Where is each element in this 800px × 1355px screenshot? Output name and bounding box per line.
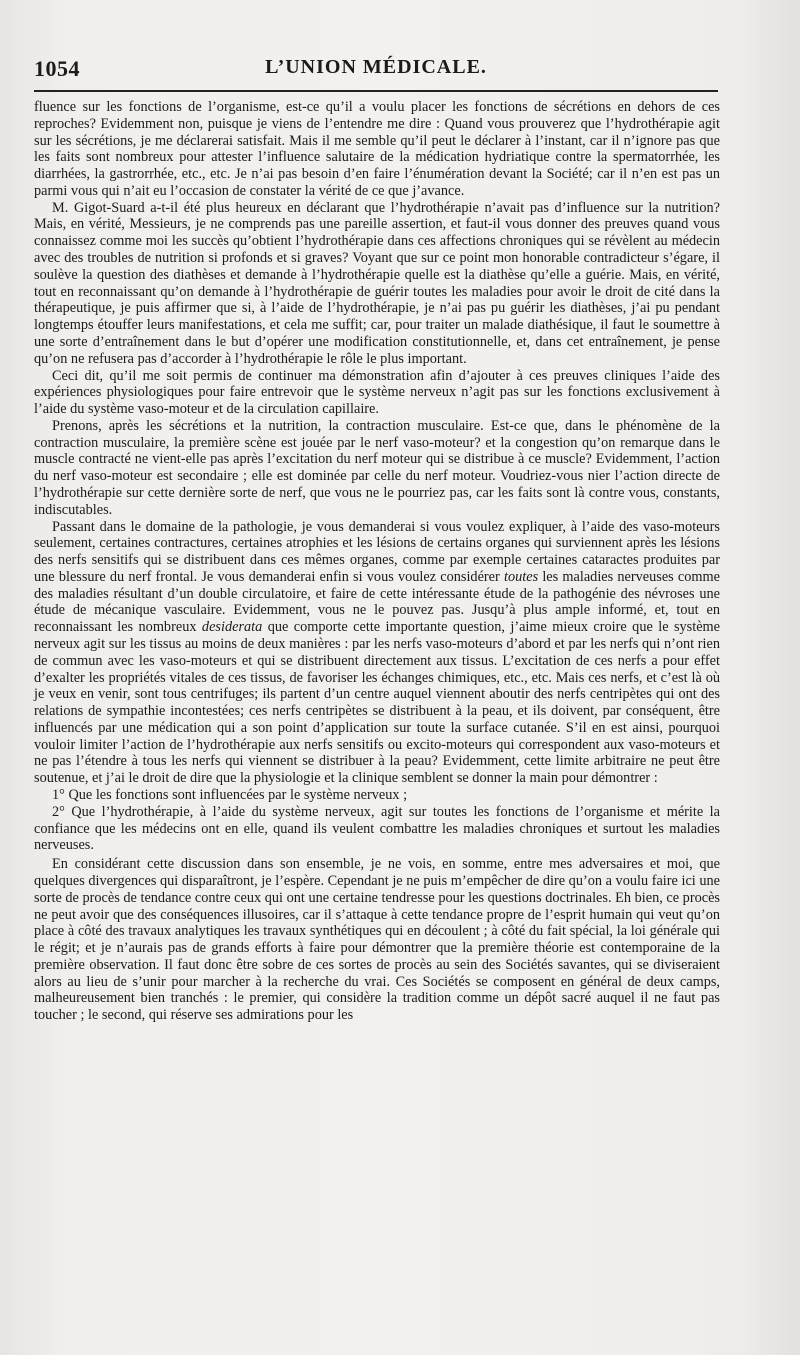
page-number: 1054 — [34, 56, 80, 81]
paragraph-muscle-contraction: Prenons, après les sécrétions et la nutrition, la contraction musculaire. Est-ce que, dans le phénomène de la contraction musculaire, la première scène est jouée par le nerf vaso-moteur? et la congestion qu’on remarque dans le muscle contracté ne vient-elle pas après l’excitation du nerf moteur qui se distribue à ce muscle? Evidemment, l’action du nerf vaso-moteur est secondaire ; elle est dominée par celle du nerf moteur. Voudriez-vous nier l’action directe de l’hydrothérapie sur cette dernière sorte de nerf, que vous ne le pourriez pas, car les faits sont là contre vous, constants, indiscutables. — [34, 417, 720, 518]
paragraph-continuation: fluence sur les fonctions de l’organisme, est-ce qu’il a voulu placer les fonctions de sécrétions en dehors de ces reproches? Evidemment non, puisque je viens de l’entendre me dire : Quand vous prouverez que l’hydrothérapie agit sur les sécrétions, je me déclarerai satisfait. Mais il me semble qu’il peut le déclarer à l’instant, car il n’ignore pas que les faits sont nombreux pour attester l’influence salutaire de la médication hydriatique contre la spermatorrhée, les diarrhées, la gastrorrhée, etc., etc. Je n’ai pas besoin d’en faire l’énumération devant la Société; car il n’en est pas un parmi vous qui n’ait eu l’occasion de constater la vérité de ce que j’avance. — [34, 99, 720, 199]
page-header — [34, 56, 718, 86]
article-body — [34, 99, 720, 1024]
paragraph-pathology-part-c: que comporte cette importante question, j’aime mieux croire que le système nerveux agit sur les tissus au moins de deux manières : par les nerfs vaso-moteurs d’abord et par les nerfs qui n’ont rien de commun avec les vaso-moteurs et qui se distribuent directement aux tissus. L’excitation de ces nerfs a pour effet d’exalter les propriétés vitales de ces tissus, de favoriser les échanges chimiques, etc., etc. Mais ces nerfs, et c’est là où je veux en venir, sont tous centrifuges; ils partent d’un centre auquel viennent aboutir des nerfs centripètes qui ont des relations de sympathie incontestées; ces nerfs centripètes se distribuent à la peau, et ils doivent, par conséquent, être influencés par une médication qui a son point d’application sur toute la surface cutanée. S’il en est ainsi, pourquoi vouloir limiter l’action de l’hydrothérapie aux nerfs sensitifs ou excito-moteurs qui correspondent aux vaso-moteurs et ne pas l’étendre à tous les nerfs qui viennent se distribuer à la peau? Evidemment, cette limite arbitraire ne peut être soutenue, et j’ai le droit de dire que la physiologie et la clinique semblent se donner la main pour démontrer : — [34, 619, 721, 787]
conclusion-point-1: 1° Que les fonctions sont influencées par le système nerveux ; — [52, 787, 408, 804]
bleed-through-header — [30, 22, 750, 48]
paragraph-physiology: Ceci dit, qu’il me soit permis de continuer ma démonstration afin d’ajouter à ces preuves cliniques l’aide des expériences physiologiques pour faire entrevoir que le système nerveux n’agit pas sur les fonctions exclusivement à l’aide du système vaso-moteur et de la circulation capillaire. — [34, 367, 720, 418]
emphasis-toutes: toutes — [503, 568, 539, 585]
conclusion-point-2: 2° Que l’hydrothérapie, à l’aide du système nerveux, agit sur toutes les fonctions de l’organisme et mérite la confiance que les médecins ont en elle, quand ils veulent combattre les maladies chroniques et surtout les maladies nerveuses. — [34, 803, 720, 854]
running-title: L’UNION MÉDICALE. — [265, 56, 487, 78]
paragraph-nutrition: M. Gigot-Suard a-t-il été plus heureux en déclarant que l’hydrothérapie n’avait pas d’influence sur la nutrition? Mais, en vérité, Messieurs, je ne comprends pas une pareille assertion, et faut-il vous donner des preuves quand vous connaissez comme moi les succès qu’obtient l’hydrothérapie dans ces affections chroniques qui se révèlent au médecin avec des troubles de nutrition si profonds et si graves? Voyant que sur ce point mon honorable contradicteur s’égare, il soulève la question des diathèses et demande à l’hydrothérapie quelle est la diathèse qu’elle a guérie. Mais, en vérité, tout en reconnaissant qu’on demande à l’hydrothérapie de guérir toutes les maladies pour avoir le droit de cité dans la thérapeutique, je puis affirmer que si, à l’aide de l’hydrothérapie, je n’ai pas pu guérir les diathèses, j’ai pu pendant longtemps étouffer leurs manifestations, et cela me suffit; car, pour traiter un malade diathésique, il faut le soumettre à une sorte d’entraînement dans le but d’opérer une modification constitutionnelle, et, dans cet entraînement, je pense qu’on ne refusera pas d’accorder à l’hydrothérapie le rôle le plus important. — [34, 199, 720, 367]
paragraph-pathology — [34, 519, 720, 788]
paragraph-pathology-part-a: Passant dans le domaine de la pathologie, je vous demanderai si vous voulez expliquer, à l’aide des vaso-moteurs seulement, certaines contractures, certaines atrophies et les lésions de certains organes qui surviennent après les lésions des nerfs sensitifs qui se distribuent dans ces mêmes organes, comme par exemple certaines cataractes produites par une blessure du nerf frontal. Je vous demanderai enfin si vous voulez considérer — [34, 518, 720, 585]
paragraph-discussion: En considérant cette discussion dans son ensemble, je ne vois, en somme, entre mes adversaires et moi, que quelques divergences qui disparaîtront, je l’espère. Cependant je ne puis m’empêcher de dire qu’on a voulu faire ici une sorte de procès de tendance contre ceux qui ont une certaine tendresse pour les questions doctrinales. Eh bien, ce procès ne peut avoir que des conséquences illusoires, car il s’attaque à cette tendance propre de l’esprit humain qui veut qu’on place à côté des travaux analytiques les travaux synthétiques qui en découlent ; à côté du fait spécial, la loi générale qui le régit; et je n’aurais pas de grands efforts à faire pour démontrer que la première théorie est contemporaine de la première observation. Il faut donc être sobre de ces sortes de procès au sein des Sociétés savantes, qui se diviseraient alors au lieu de s’unir pour marcher à la recherche du vrai. Ces Sociétés se composent en général de deux camps, malheureusement bien tranchés : le premier, qui considère la tradition comme un dépôt sacré auquel il ne faut pas toucher ; le second, qui réserve ses admirations pour les — [34, 856, 720, 1024]
paragraph-pathology-part-b: les maladies nerveuses comme des maladies résultant d’un double circulatoire, et faire de cette intéressante étude de la pathogénie des névroses une étude de mécanique vasculaire. Evidemment, vous ne le pouvez pas. Jusqu’à plus ample informé, et, tout en reconnaissant les nombreux — [34, 568, 721, 636]
emphasis-desiderata: desiderata — [201, 619, 263, 636]
header-rule — [34, 90, 718, 92]
